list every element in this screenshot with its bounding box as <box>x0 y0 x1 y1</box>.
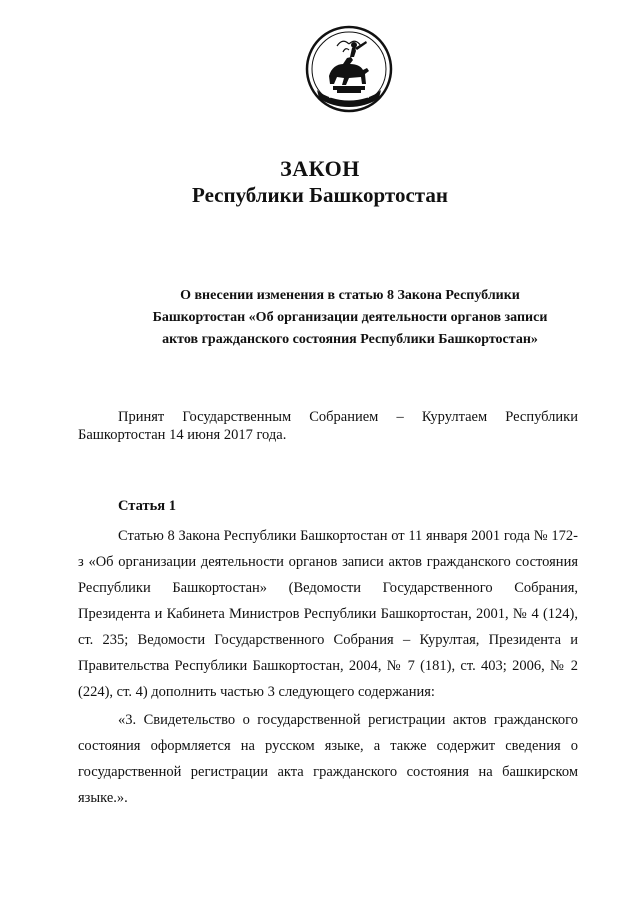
law-subject-line: Башкортостан «Об организации деятельности органов записи <box>152 310 548 325</box>
document-subtitle: Республики Башкортостан <box>192 183 448 207</box>
law-subject <box>100 285 600 351</box>
adoption-statement: Принят Государственным Собранием – Курултаем Республики Башкортостан 14 июня 2017 года. <box>78 409 578 443</box>
article-heading: Статья 1 <box>118 498 176 514</box>
law-subject-line: О внесении изменения в статью 8 Закона Республики <box>180 288 520 303</box>
coat-of-arms-icon <box>303 24 395 116</box>
article-body: Статью 8 Закона Республики Башкортостан от 11 января 2001 года № 172-з «Об организации деятельности органов записи актов гражданского состояния Республики Башкортостан» (Ведомости Государственного Собрания, Президента и Кабинета Министров Республики Башкортостан, 2001, № 4 (124), ст. 235; Ведомости Государственного Собрания – Курултая, Президента и Правительства Республики Башкортостан, 2004, № 7 (181), ст. 403; 2006, № 2 (224), ст. 4) дополнить частью 3 следующего содержания: <box>78 528 578 700</box>
article-quote: «3. Свидетельство о государственной регистрации актов гражданского состояния оформляется на русском языке, а также содержит сведения о государственной регистрации акта гражданского состояния на башкирском языке.». <box>78 712 578 806</box>
document-title: ЗАКОН <box>280 156 360 181</box>
law-subject-line: актов гражданского состояния Республики Башкортостан» <box>162 332 538 347</box>
